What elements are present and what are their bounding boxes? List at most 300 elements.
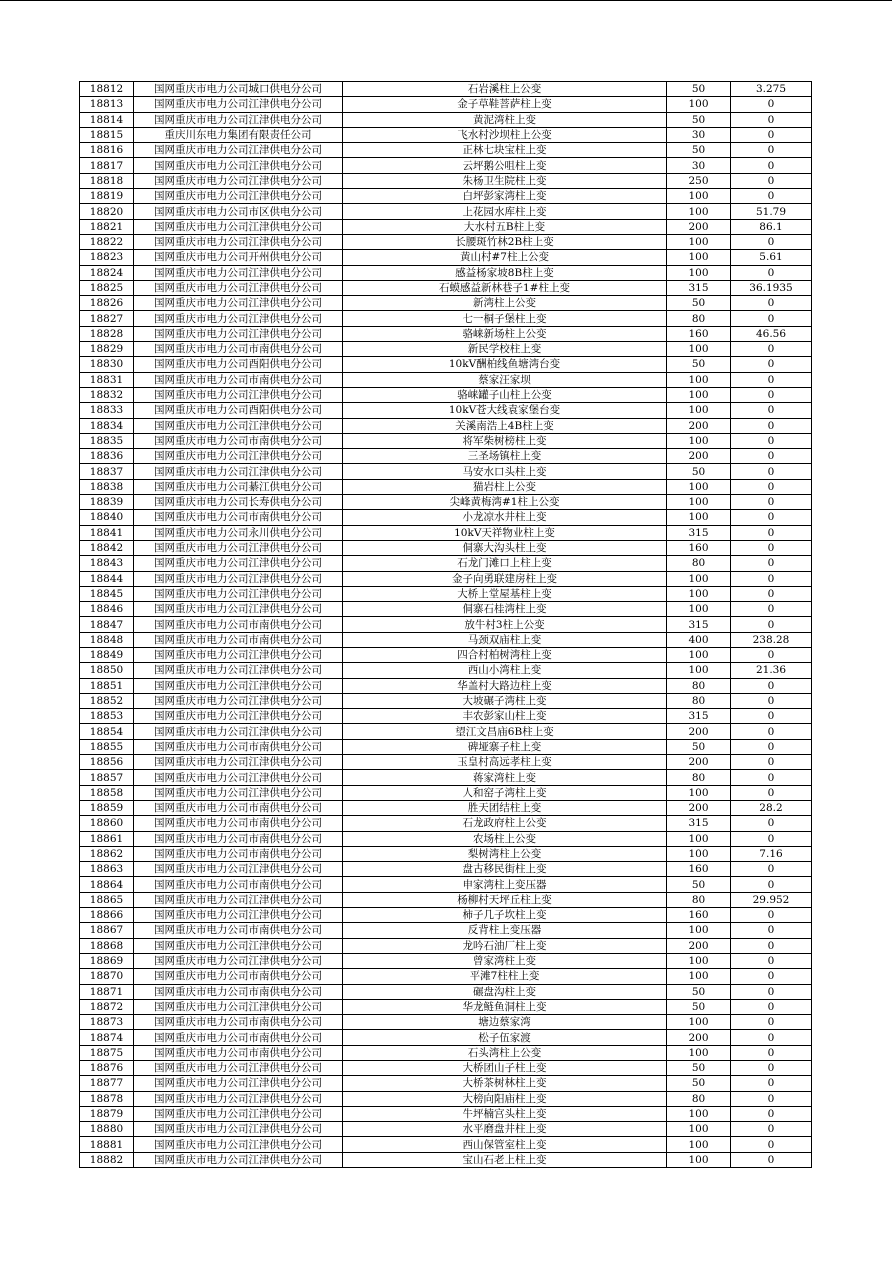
- cell-capacity: 50: [667, 296, 731, 311]
- cell-transformer: 宝山石老上柱上变: [343, 1152, 667, 1167]
- cell-capacity: 50: [667, 984, 731, 999]
- table-row: [80, 785, 812, 800]
- table-row: [80, 403, 812, 418]
- cell-value: 0: [731, 1106, 812, 1121]
- cell-id: 18820: [80, 204, 134, 219]
- cell-value: 0: [731, 862, 812, 877]
- cell-id: 18843: [80, 556, 134, 571]
- cell-value: 238.28: [731, 632, 812, 647]
- cell-value: 0: [731, 387, 812, 402]
- cell-value: 0: [731, 311, 812, 326]
- cell-company: 国网重庆市电力公司江津供电分公司: [134, 464, 343, 479]
- cell-company: 国网重庆市电力公司江津供电分公司: [134, 311, 343, 326]
- cell-value: 0: [731, 479, 812, 494]
- cell-company: 国网重庆市电力公司江津供电分公司: [134, 387, 343, 402]
- cell-id: 18812: [80, 82, 134, 97]
- cell-transformer: 华龙鲢鱼洞柱上变: [343, 999, 667, 1014]
- table-row: [80, 387, 812, 402]
- cell-capacity: 100: [667, 571, 731, 586]
- cell-capacity: 50: [667, 877, 731, 892]
- table-row: [80, 357, 812, 372]
- cell-capacity: 50: [667, 1061, 731, 1076]
- cell-id: 18828: [80, 326, 134, 341]
- cell-company: 国网重庆市电力公司江津供电分公司: [134, 1152, 343, 1167]
- cell-id: 18836: [80, 449, 134, 464]
- cell-id: 18856: [80, 755, 134, 770]
- cell-value: 0: [731, 877, 812, 892]
- cell-company: 国网重庆市电力公司市南供电分公司: [134, 1015, 343, 1030]
- cell-company: 国网重庆市电力公司江津供电分公司: [134, 1137, 343, 1152]
- cell-company: 国网重庆市电力公司江津供电分公司: [134, 326, 343, 341]
- cell-capacity: 100: [667, 663, 731, 678]
- cell-company: 国网重庆市电力公司江津供电分公司: [134, 999, 343, 1014]
- cell-transformer: 尖峰黄梅湾#1柱上公变: [343, 495, 667, 510]
- cell-id: 18862: [80, 846, 134, 861]
- cell-id: 18847: [80, 617, 134, 632]
- cell-transformer: 蒋家湾柱上变: [343, 770, 667, 785]
- cell-transformer: 七一桐子堡柱上变: [343, 311, 667, 326]
- cell-id: 18875: [80, 1045, 134, 1060]
- table-row: [80, 770, 812, 785]
- cell-id: 18874: [80, 1030, 134, 1045]
- cell-capacity: 200: [667, 724, 731, 739]
- cell-transformer: 大桥上堂屋基柱上变: [343, 586, 667, 601]
- cell-transformer: 放牛村3柱上公变: [343, 617, 667, 632]
- cell-capacity: 315: [667, 280, 731, 295]
- cell-company: 国网重庆市电力公司江津供电分公司: [134, 219, 343, 234]
- cell-transformer: 10kV天祥物业柱上变: [343, 525, 667, 540]
- cell-capacity: 100: [667, 189, 731, 204]
- cell-id: 18833: [80, 403, 134, 418]
- cell-company: 国网重庆市电力公司江津供电分公司: [134, 143, 343, 158]
- cell-capacity: 100: [667, 785, 731, 800]
- cell-value: 0: [731, 908, 812, 923]
- cell-capacity: 100: [667, 495, 731, 510]
- cell-value: 0: [731, 189, 812, 204]
- cell-id: 18842: [80, 540, 134, 555]
- cell-value: 0: [731, 143, 812, 158]
- cell-company: 国网重庆市电力公司江津供电分公司: [134, 892, 343, 907]
- cell-company: 国网重庆市电力公司綦江供电分公司: [134, 479, 343, 494]
- cell-capacity: 100: [667, 234, 731, 249]
- cell-company: 国网重庆市电力公司江津供电分公司: [134, 953, 343, 968]
- cell-value: 0: [731, 1045, 812, 1060]
- cell-value: 0: [731, 999, 812, 1014]
- cell-value: 0: [731, 770, 812, 785]
- cell-id: 18838: [80, 479, 134, 494]
- cell-id: 18821: [80, 219, 134, 234]
- table-row: [80, 1122, 812, 1137]
- cell-capacity: 315: [667, 617, 731, 632]
- cell-id: 18854: [80, 724, 134, 739]
- cell-id: 18830: [80, 357, 134, 372]
- cell-transformer: 三圣场镇柱上变: [343, 449, 667, 464]
- cell-company: 国网重庆市电力公司江津供电分公司: [134, 112, 343, 127]
- cell-transformer: 西山小湾柱上变: [343, 663, 667, 678]
- table-row: [80, 1061, 812, 1076]
- cell-transformer: 大水村五B柱上变: [343, 219, 667, 234]
- cell-company: 国网重庆市电力公司市南供电分公司: [134, 984, 343, 999]
- cell-company: 国网重庆市电力公司江津供电分公司: [134, 540, 343, 555]
- cell-transformer: 杨柳村天坪丘柱上变: [343, 892, 667, 907]
- cell-id: 18840: [80, 510, 134, 525]
- cell-capacity: 100: [667, 372, 731, 387]
- table-row: [80, 938, 812, 953]
- cell-company: 国网重庆市电力公司市南供电分公司: [134, 433, 343, 448]
- table-row: [80, 678, 812, 693]
- table-row: [80, 1030, 812, 1045]
- cell-id: 18880: [80, 1122, 134, 1137]
- cell-company: 国网重庆市电力公司市南供电分公司: [134, 372, 343, 387]
- cell-transformer: 新民学校柱上变: [343, 342, 667, 357]
- cell-value: 86.1: [731, 219, 812, 234]
- cell-value: 0: [731, 525, 812, 540]
- cell-transformer: 金子草鞋菩萨柱上变: [343, 97, 667, 112]
- cell-transformer: 农场柱上公变: [343, 831, 667, 846]
- table-row: [80, 800, 812, 815]
- cell-value: 0: [731, 464, 812, 479]
- cell-value: 0: [731, 433, 812, 448]
- cell-capacity: 100: [667, 387, 731, 402]
- table-row: [80, 265, 812, 280]
- cell-value: 3.275: [731, 82, 812, 97]
- cell-company: 国网重庆市电力公司江津供电分公司: [134, 418, 343, 433]
- cell-id: 18817: [80, 158, 134, 173]
- cell-company: 国网重庆市电力公司永川供电分公司: [134, 525, 343, 540]
- cell-id: 18813: [80, 97, 134, 112]
- cell-transformer: 石龙门滩口上柱上变: [343, 556, 667, 571]
- cell-company: 国网重庆市电力公司江津供电分公司: [134, 693, 343, 708]
- cell-transformer: 胜天团结柱上变: [343, 800, 667, 815]
- cell-capacity: 100: [667, 586, 731, 601]
- table-row: [80, 342, 812, 357]
- cell-id: 18860: [80, 816, 134, 831]
- cell-value: 0: [731, 495, 812, 510]
- cell-transformer: 碑垭寨子柱上变: [343, 739, 667, 754]
- cell-capacity: 100: [667, 831, 731, 846]
- cell-transformer: 朱杨卫生院柱上变: [343, 173, 667, 188]
- table-row: [80, 510, 812, 525]
- cell-company: 国网重庆市电力公司江津供电分公司: [134, 770, 343, 785]
- cell-company: 国网重庆市电力公司市南供电分公司: [134, 1030, 343, 1045]
- cell-id: 18879: [80, 1106, 134, 1121]
- table-row: [80, 1015, 812, 1030]
- cell-capacity: 100: [667, 403, 731, 418]
- cell-id: 18818: [80, 173, 134, 188]
- cell-capacity: 80: [667, 311, 731, 326]
- cell-transformer: 长腰斑竹林2B柱上变: [343, 234, 667, 249]
- table-row: [80, 1076, 812, 1091]
- table-row: [80, 127, 812, 142]
- cell-transformer: 盘古移民街柱上变: [343, 862, 667, 877]
- cell-id: 18872: [80, 999, 134, 1014]
- cell-value: 0: [731, 112, 812, 127]
- cell-id: 18864: [80, 877, 134, 892]
- cell-capacity: 100: [667, 250, 731, 265]
- cell-id: 18841: [80, 525, 134, 540]
- table-row: [80, 189, 812, 204]
- cell-transformer: 10kV酬柏线鱼塘湾台变: [343, 357, 667, 372]
- cell-company: 国网重庆市电力公司江津供电分公司: [134, 571, 343, 586]
- cell-transformer: 新湾柱上公变: [343, 296, 667, 311]
- cell-company: 国网重庆市电力公司江津供电分公司: [134, 158, 343, 173]
- cell-id: 18876: [80, 1061, 134, 1076]
- cell-capacity: 100: [667, 1137, 731, 1152]
- cell-id: 18866: [80, 908, 134, 923]
- cell-id: 18853: [80, 709, 134, 724]
- cell-value: 0: [731, 586, 812, 601]
- cell-company: 国网重庆市电力公司城口供电分公司: [134, 82, 343, 97]
- cell-capacity: 100: [667, 953, 731, 968]
- cell-company: 国网重庆市电力公司江津供电分公司: [134, 1122, 343, 1137]
- table-row: [80, 984, 812, 999]
- cell-value: 46.56: [731, 326, 812, 341]
- cell-value: 0: [731, 234, 812, 249]
- cell-company: 国网重庆市电力公司市区供电分公司: [134, 204, 343, 219]
- cell-company: 国网重庆市电力公司江津供电分公司: [134, 908, 343, 923]
- cell-transformer: 大榜向阳庙柱上变: [343, 1091, 667, 1106]
- table-row: [80, 663, 812, 678]
- cell-transformer: 小龙凉水井柱上变: [343, 510, 667, 525]
- cell-id: 18844: [80, 571, 134, 586]
- table-row: [80, 372, 812, 387]
- cell-value: 29.952: [731, 892, 812, 907]
- cell-id: 18823: [80, 250, 134, 265]
- cell-capacity: 50: [667, 999, 731, 1014]
- cell-transformer: 骆崃新场柱上公变: [343, 326, 667, 341]
- cell-company: 国网重庆市电力公司市南供电分公司: [134, 632, 343, 647]
- cell-company: 国网重庆市电力公司江津供电分公司: [134, 938, 343, 953]
- cell-capacity: 50: [667, 739, 731, 754]
- cell-transformer: 玉皇村高远孝柱上变: [343, 755, 667, 770]
- cell-company: 国网重庆市电力公司江津供电分公司: [134, 862, 343, 877]
- table-row: [80, 525, 812, 540]
- cell-id: 18815: [80, 127, 134, 142]
- cell-value: 0: [731, 984, 812, 999]
- cell-capacity: 50: [667, 1076, 731, 1091]
- cell-transformer: 塘边蔡家湾: [343, 1015, 667, 1030]
- cell-value: 0: [731, 540, 812, 555]
- cell-id: 18829: [80, 342, 134, 357]
- cell-capacity: 100: [667, 602, 731, 617]
- cell-value: 5.61: [731, 250, 812, 265]
- table-row: [80, 953, 812, 968]
- cell-value: 0: [731, 678, 812, 693]
- cell-capacity: 160: [667, 908, 731, 923]
- table-row: [80, 250, 812, 265]
- cell-transformer: 华盖村大路边柱上变: [343, 678, 667, 693]
- cell-value: 0: [731, 265, 812, 280]
- cell-id: 18814: [80, 112, 134, 127]
- cell-capacity: 200: [667, 1030, 731, 1045]
- cell-value: 0: [731, 357, 812, 372]
- table-body: [80, 82, 812, 1168]
- cell-id: 18822: [80, 234, 134, 249]
- cell-capacity: 50: [667, 464, 731, 479]
- table-row: [80, 693, 812, 708]
- cell-company: 国网重庆市电力公司市南供电分公司: [134, 510, 343, 525]
- cell-id: 18878: [80, 1091, 134, 1106]
- cell-company: 国网重庆市电力公司江津供电分公司: [134, 296, 343, 311]
- cell-transformer: 龙吟石油厂柱上变: [343, 938, 667, 953]
- cell-value: 0: [731, 785, 812, 800]
- cell-value: 0: [731, 617, 812, 632]
- cell-capacity: 100: [667, 1015, 731, 1030]
- cell-company: 国网重庆市电力公司市南供电分公司: [134, 923, 343, 938]
- cell-value: 0: [731, 1076, 812, 1091]
- table-row: [80, 311, 812, 326]
- cell-company: 国网重庆市电力公司市南供电分公司: [134, 1045, 343, 1060]
- cell-capacity: 100: [667, 433, 731, 448]
- cell-transformer: 石蟆感益新林巷子1#柱上变: [343, 280, 667, 295]
- cell-transformer: 上花园水库柱上变: [343, 204, 667, 219]
- table-row: [80, 495, 812, 510]
- cell-capacity: 250: [667, 173, 731, 188]
- cell-capacity: 100: [667, 647, 731, 662]
- cell-value: 0: [731, 97, 812, 112]
- cell-transformer: 大桥茶树林柱上变: [343, 1076, 667, 1091]
- cell-transformer: 马安水口头柱上变: [343, 464, 667, 479]
- cell-company: 国网重庆市电力公司江津供电分公司: [134, 678, 343, 693]
- cell-value: 0: [731, 1030, 812, 1045]
- cell-capacity: 50: [667, 357, 731, 372]
- cell-capacity: 80: [667, 556, 731, 571]
- cell-value: 0: [731, 403, 812, 418]
- cell-company: 国网重庆市电力公司江津供电分公司: [134, 1061, 343, 1076]
- cell-id: 18867: [80, 923, 134, 938]
- cell-value: 0: [731, 953, 812, 968]
- cell-company: 国网重庆市电力公司江津供电分公司: [134, 556, 343, 571]
- cell-capacity: 100: [667, 510, 731, 525]
- cell-company: 重庆川东电力集团有限责任公司: [134, 127, 343, 142]
- cell-id: 18834: [80, 418, 134, 433]
- cell-id: 18863: [80, 862, 134, 877]
- cell-value: 7.16: [731, 846, 812, 861]
- cell-capacity: 315: [667, 816, 731, 831]
- cell-transformer: 申家湾柱上变压器: [343, 877, 667, 892]
- cell-company: 国网重庆市电力公司江津供电分公司: [134, 647, 343, 662]
- cell-company: 国网重庆市电力公司江津供电分公司: [134, 265, 343, 280]
- cell-value: 0: [731, 173, 812, 188]
- cell-transformer: 黄山村#7柱上公变: [343, 250, 667, 265]
- cell-id: 18871: [80, 984, 134, 999]
- cell-capacity: 100: [667, 342, 731, 357]
- table-row: [80, 464, 812, 479]
- table-row: [80, 1106, 812, 1121]
- cell-transformer: 黄泥湾柱上变: [343, 112, 667, 127]
- cell-id: 18873: [80, 1015, 134, 1030]
- cell-capacity: 100: [667, 1152, 731, 1167]
- cell-id: 18835: [80, 433, 134, 448]
- table-row: [80, 1137, 812, 1152]
- cell-company: 国网重庆市电力公司江津供电分公司: [134, 586, 343, 601]
- cell-transformer: 四合村柏树湾柱上变: [343, 647, 667, 662]
- cell-company: 国网重庆市电力公司江津供电分公司: [134, 1106, 343, 1121]
- table-row: [80, 602, 812, 617]
- cell-id: 18851: [80, 678, 134, 693]
- cell-capacity: 100: [667, 204, 731, 219]
- cell-transformer: 反背柱上变压器: [343, 923, 667, 938]
- cell-id: 18849: [80, 647, 134, 662]
- cell-capacity: 50: [667, 82, 731, 97]
- table-row: [80, 143, 812, 158]
- cell-id: 18839: [80, 495, 134, 510]
- cell-value: 0: [731, 1061, 812, 1076]
- cell-value: 0: [731, 449, 812, 464]
- table-row: [80, 877, 812, 892]
- cell-capacity: 200: [667, 755, 731, 770]
- cell-company: 国网重庆市电力公司江津供电分公司: [134, 709, 343, 724]
- cell-company: 国网重庆市电力公司江津供电分公司: [134, 97, 343, 112]
- table-row: [80, 999, 812, 1014]
- cell-id: 18826: [80, 296, 134, 311]
- cell-value: 0: [731, 342, 812, 357]
- cell-capacity: 100: [667, 479, 731, 494]
- cell-capacity: 200: [667, 800, 731, 815]
- table-row: [80, 296, 812, 311]
- cell-id: 18845: [80, 586, 134, 601]
- table-row: [80, 908, 812, 923]
- cell-value: 0: [731, 647, 812, 662]
- cell-company: 国网重庆市电力公司市南供电分公司: [134, 831, 343, 846]
- table-row: [80, 586, 812, 601]
- table-row: [80, 158, 812, 173]
- cell-id: 18881: [80, 1137, 134, 1152]
- cell-company: 国网重庆市电力公司市南供电分公司: [134, 800, 343, 815]
- cell-value: 0: [731, 1152, 812, 1167]
- table-row: [80, 112, 812, 127]
- cell-transformer: 石岩溪柱上公变: [343, 82, 667, 97]
- table-row: [80, 418, 812, 433]
- cell-capacity: 315: [667, 525, 731, 540]
- cell-capacity: 200: [667, 418, 731, 433]
- cell-capacity: 100: [667, 969, 731, 984]
- table-row: [80, 449, 812, 464]
- cell-capacity: 100: [667, 846, 731, 861]
- cell-value: 0: [731, 602, 812, 617]
- transformer-table: [79, 81, 812, 1168]
- cell-transformer: 望江文昌庙6B柱上变: [343, 724, 667, 739]
- cell-transformer: 平滩7柱柱上变: [343, 969, 667, 984]
- cell-company: 国网重庆市电力公司江津供电分公司: [134, 724, 343, 739]
- cell-company: 国网重庆市电力公司江津供电分公司: [134, 1091, 343, 1106]
- cell-id: 18831: [80, 372, 134, 387]
- cell-transformer: 感益杨家坡8B柱上变: [343, 265, 667, 280]
- cell-transformer: 蔡家汪家坝: [343, 372, 667, 387]
- cell-transformer: 正林七块宝柱上变: [343, 143, 667, 158]
- table-row: [80, 816, 812, 831]
- cell-capacity: 400: [667, 632, 731, 647]
- cell-transformer: 柿子几子坎柱上变: [343, 908, 667, 923]
- cell-value: 0: [731, 510, 812, 525]
- cell-id: 18877: [80, 1076, 134, 1091]
- cell-transformer: 骆崃罐子山柱上公变: [343, 387, 667, 402]
- cell-company: 国网重庆市电力公司江津供电分公司: [134, 602, 343, 617]
- cell-capacity: 100: [667, 97, 731, 112]
- cell-value: 0: [731, 969, 812, 984]
- cell-company: 国网重庆市电力公司市南供电分公司: [134, 877, 343, 892]
- table-row: [80, 923, 812, 938]
- table-row: [80, 647, 812, 662]
- cell-company: 国网重庆市电力公司市南供电分公司: [134, 617, 343, 632]
- table-row: [80, 479, 812, 494]
- cell-company: 国网重庆市电力公司江津供电分公司: [134, 280, 343, 295]
- cell-id: 18827: [80, 311, 134, 326]
- table-row: [80, 617, 812, 632]
- cell-capacity: 100: [667, 1106, 731, 1121]
- cell-capacity: 160: [667, 326, 731, 341]
- cell-id: 18837: [80, 464, 134, 479]
